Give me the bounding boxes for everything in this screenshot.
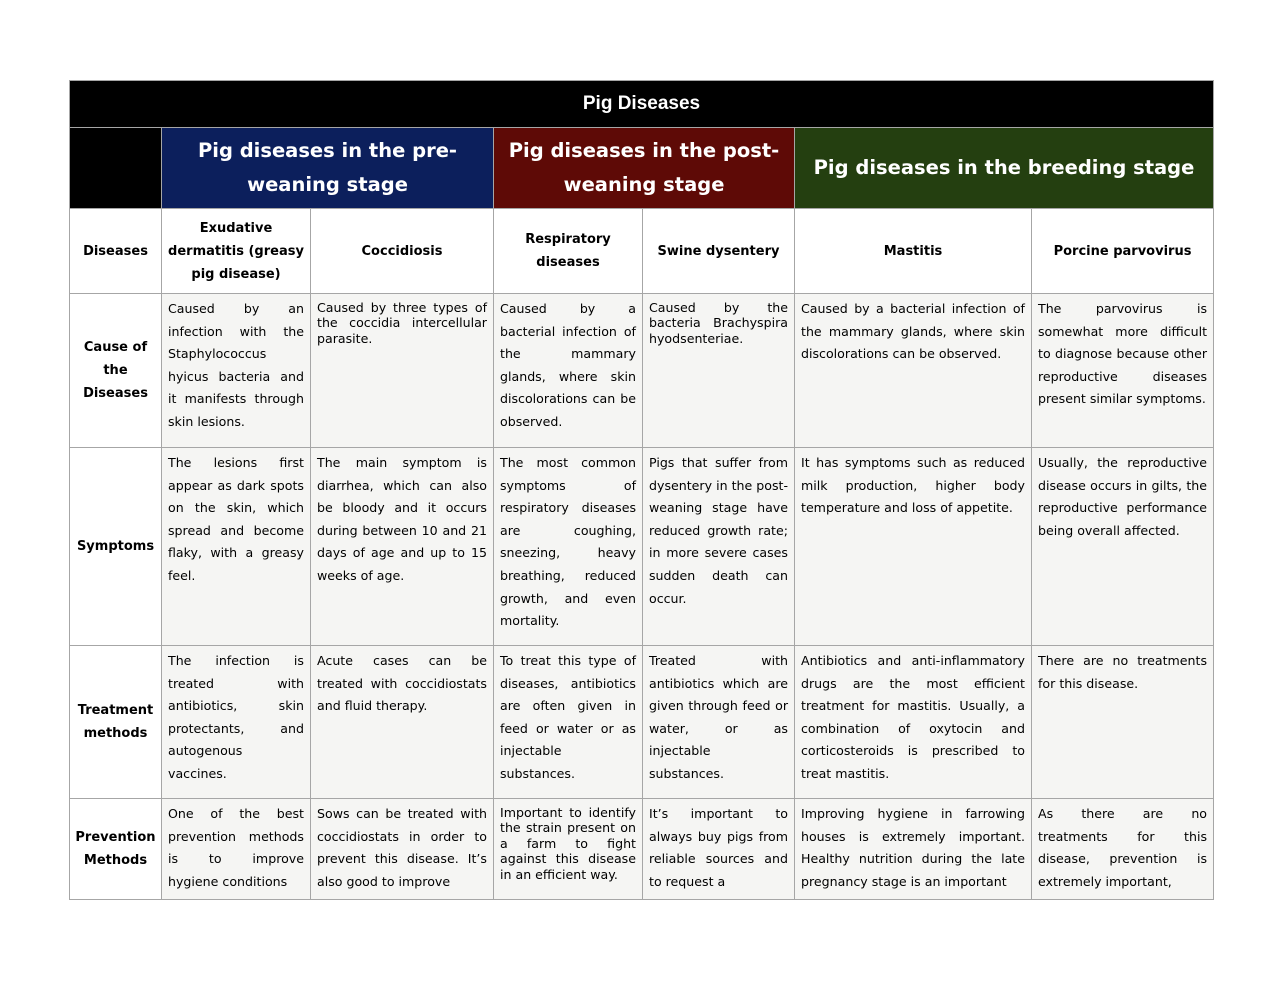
cause-cell-exudative-dermatitis: Caused by an infection with the Staphylococcus hyicus bacteria and it manifests through skin lesions. bbox=[162, 294, 311, 448]
row-label-prevention: Prevention Methods bbox=[70, 799, 162, 900]
prevention-text: Sows can be treated with coccidiostats in order to prevent this disease. It’s also good to improve bbox=[317, 806, 487, 889]
prevention-cell-mastitis bbox=[795, 799, 1032, 900]
symptoms-cell-porcine-parvovirus: Usually, the reproductive disease occurs in gilts, the reproductive performance being overall affected. bbox=[1032, 448, 1214, 646]
prevention-cell-porcine-parvovirus bbox=[1032, 799, 1214, 900]
table-title: Pig Diseases bbox=[70, 81, 1214, 128]
treatment-cell-swine-dysentery: Treated with antibiotics which are given through feed or water, or as injectable substances. bbox=[643, 646, 795, 799]
treatment-cell-respiratory-diseases: To treat this type of diseases, antibiotics are often given in feed or water or as injectable substances. bbox=[494, 646, 643, 799]
symptoms-cell-mastitis: It has symptoms such as reduced milk production, higher body temperature and loss of appetite. bbox=[795, 448, 1032, 646]
prevention-cell-coccidiosis bbox=[311, 799, 494, 900]
prevention-text: Improving hygiene in farrowing houses is extremely important. Healthy nutrition during the late pregnancy stage is an important bbox=[801, 806, 1025, 889]
row-label-symptoms: Symptoms bbox=[70, 448, 162, 646]
symptoms-cell-coccidiosis: The main symptom is diarrhea, which can also be bloody and it occurs during between 10 and 21 days of age and up to 15 weeks of age. bbox=[311, 448, 494, 646]
disease-name-coccidiosis: Coccidiosis bbox=[311, 209, 494, 294]
prevention-text: As there are no treatments for this disease, prevention is extremely important, bbox=[1038, 806, 1208, 889]
prevention-cell-exudative-dermatitis bbox=[162, 799, 311, 900]
stage-header-blank bbox=[70, 128, 162, 209]
pig-diseases-table bbox=[69, 80, 1214, 900]
disease-name-swine-dysentery: Swine dysentery bbox=[643, 209, 795, 294]
disease-name-mastitis: Mastitis bbox=[795, 209, 1032, 294]
symptoms-cell-swine-dysentery: Pigs that suffer from dysentery in the post-weaning stage have reduced growth rate; in more severe cases sudden death can occur. bbox=[643, 448, 795, 646]
symptoms-cell-exudative-dermatitis: The lesions first appear as dark spots on the skin, which spread and become flaky, with a greasy feel. bbox=[162, 448, 311, 646]
treatment-cell-mastitis: Antibiotics and anti-inflammatory drugs are the most efficient treatment for mastitis. Usually, a combination of oxytocin and corticosteroids is prescribed to treat mastitis. bbox=[795, 646, 1032, 799]
disease-name-respiratory-diseases: Respiratory diseases bbox=[494, 209, 643, 294]
stage-header-breeding: Pig diseases in the breeding stage bbox=[795, 128, 1214, 209]
cause-cell-porcine-parvovirus: The parvovirus is somewhat more difficult to diagnose because other reproductive diseases present similar symptoms. bbox=[1032, 294, 1214, 448]
row-label-treatment: Treatment methods bbox=[70, 646, 162, 799]
prevention-text: Important to identify the strain present on a farm to fight against this disease in an efficient way. bbox=[500, 805, 636, 882]
treatment-cell-coccidiosis: Acute cases can be treated with coccidiostats and fluid therapy. bbox=[311, 646, 494, 799]
symptoms-cell-respiratory-diseases: The most common symptoms of respiratory diseases are coughing, sneezing, heavy breathing, reduced growth, and even mortality. bbox=[494, 448, 643, 646]
prevention-text: One of the best prevention methods is to improve hygiene conditions bbox=[168, 806, 304, 889]
cause-cell-swine-dysentery: Caused by the bacteria Brachyspira hyodsenteriae. bbox=[643, 294, 795, 448]
treatment-cell-exudative-dermatitis: The infection is treated with antibiotics, skin protectants, and autogenous vaccines. bbox=[162, 646, 311, 799]
disease-name-porcine-parvovirus: Porcine parvovirus bbox=[1032, 209, 1214, 294]
prevention-cell-swine-dysentery bbox=[643, 799, 795, 900]
cause-cell-respiratory-diseases: Caused by a bacterial infection of the mammary glands, where skin discolorations can be observed. bbox=[494, 294, 643, 448]
prevention-text: It’s important to always buy pigs from reliable sources and to request a bbox=[649, 806, 788, 889]
prevention-cell-respiratory-diseases bbox=[494, 799, 643, 900]
row-label-cause: Cause of the Diseases bbox=[70, 294, 162, 448]
stage-header-pre-weaning: Pig diseases in the pre-weaning stage bbox=[162, 128, 494, 209]
cause-cell-mastitis: Caused by a bacterial infection of the mammary glands, where skin discolorations can be observed. bbox=[795, 294, 1032, 448]
stage-header-post-weaning: Pig diseases in the post-weaning stage bbox=[494, 128, 795, 209]
disease-name-exudative-dermatitis: Exudative dermatitis (greasy pig disease) bbox=[162, 209, 311, 294]
row-label-diseases: Diseases bbox=[70, 209, 162, 294]
treatment-cell-porcine-parvovirus: There are no treatments for this disease. bbox=[1032, 646, 1214, 799]
cause-cell-coccidiosis: Caused by three types of the coccidia intercellular parasite. bbox=[311, 294, 494, 448]
